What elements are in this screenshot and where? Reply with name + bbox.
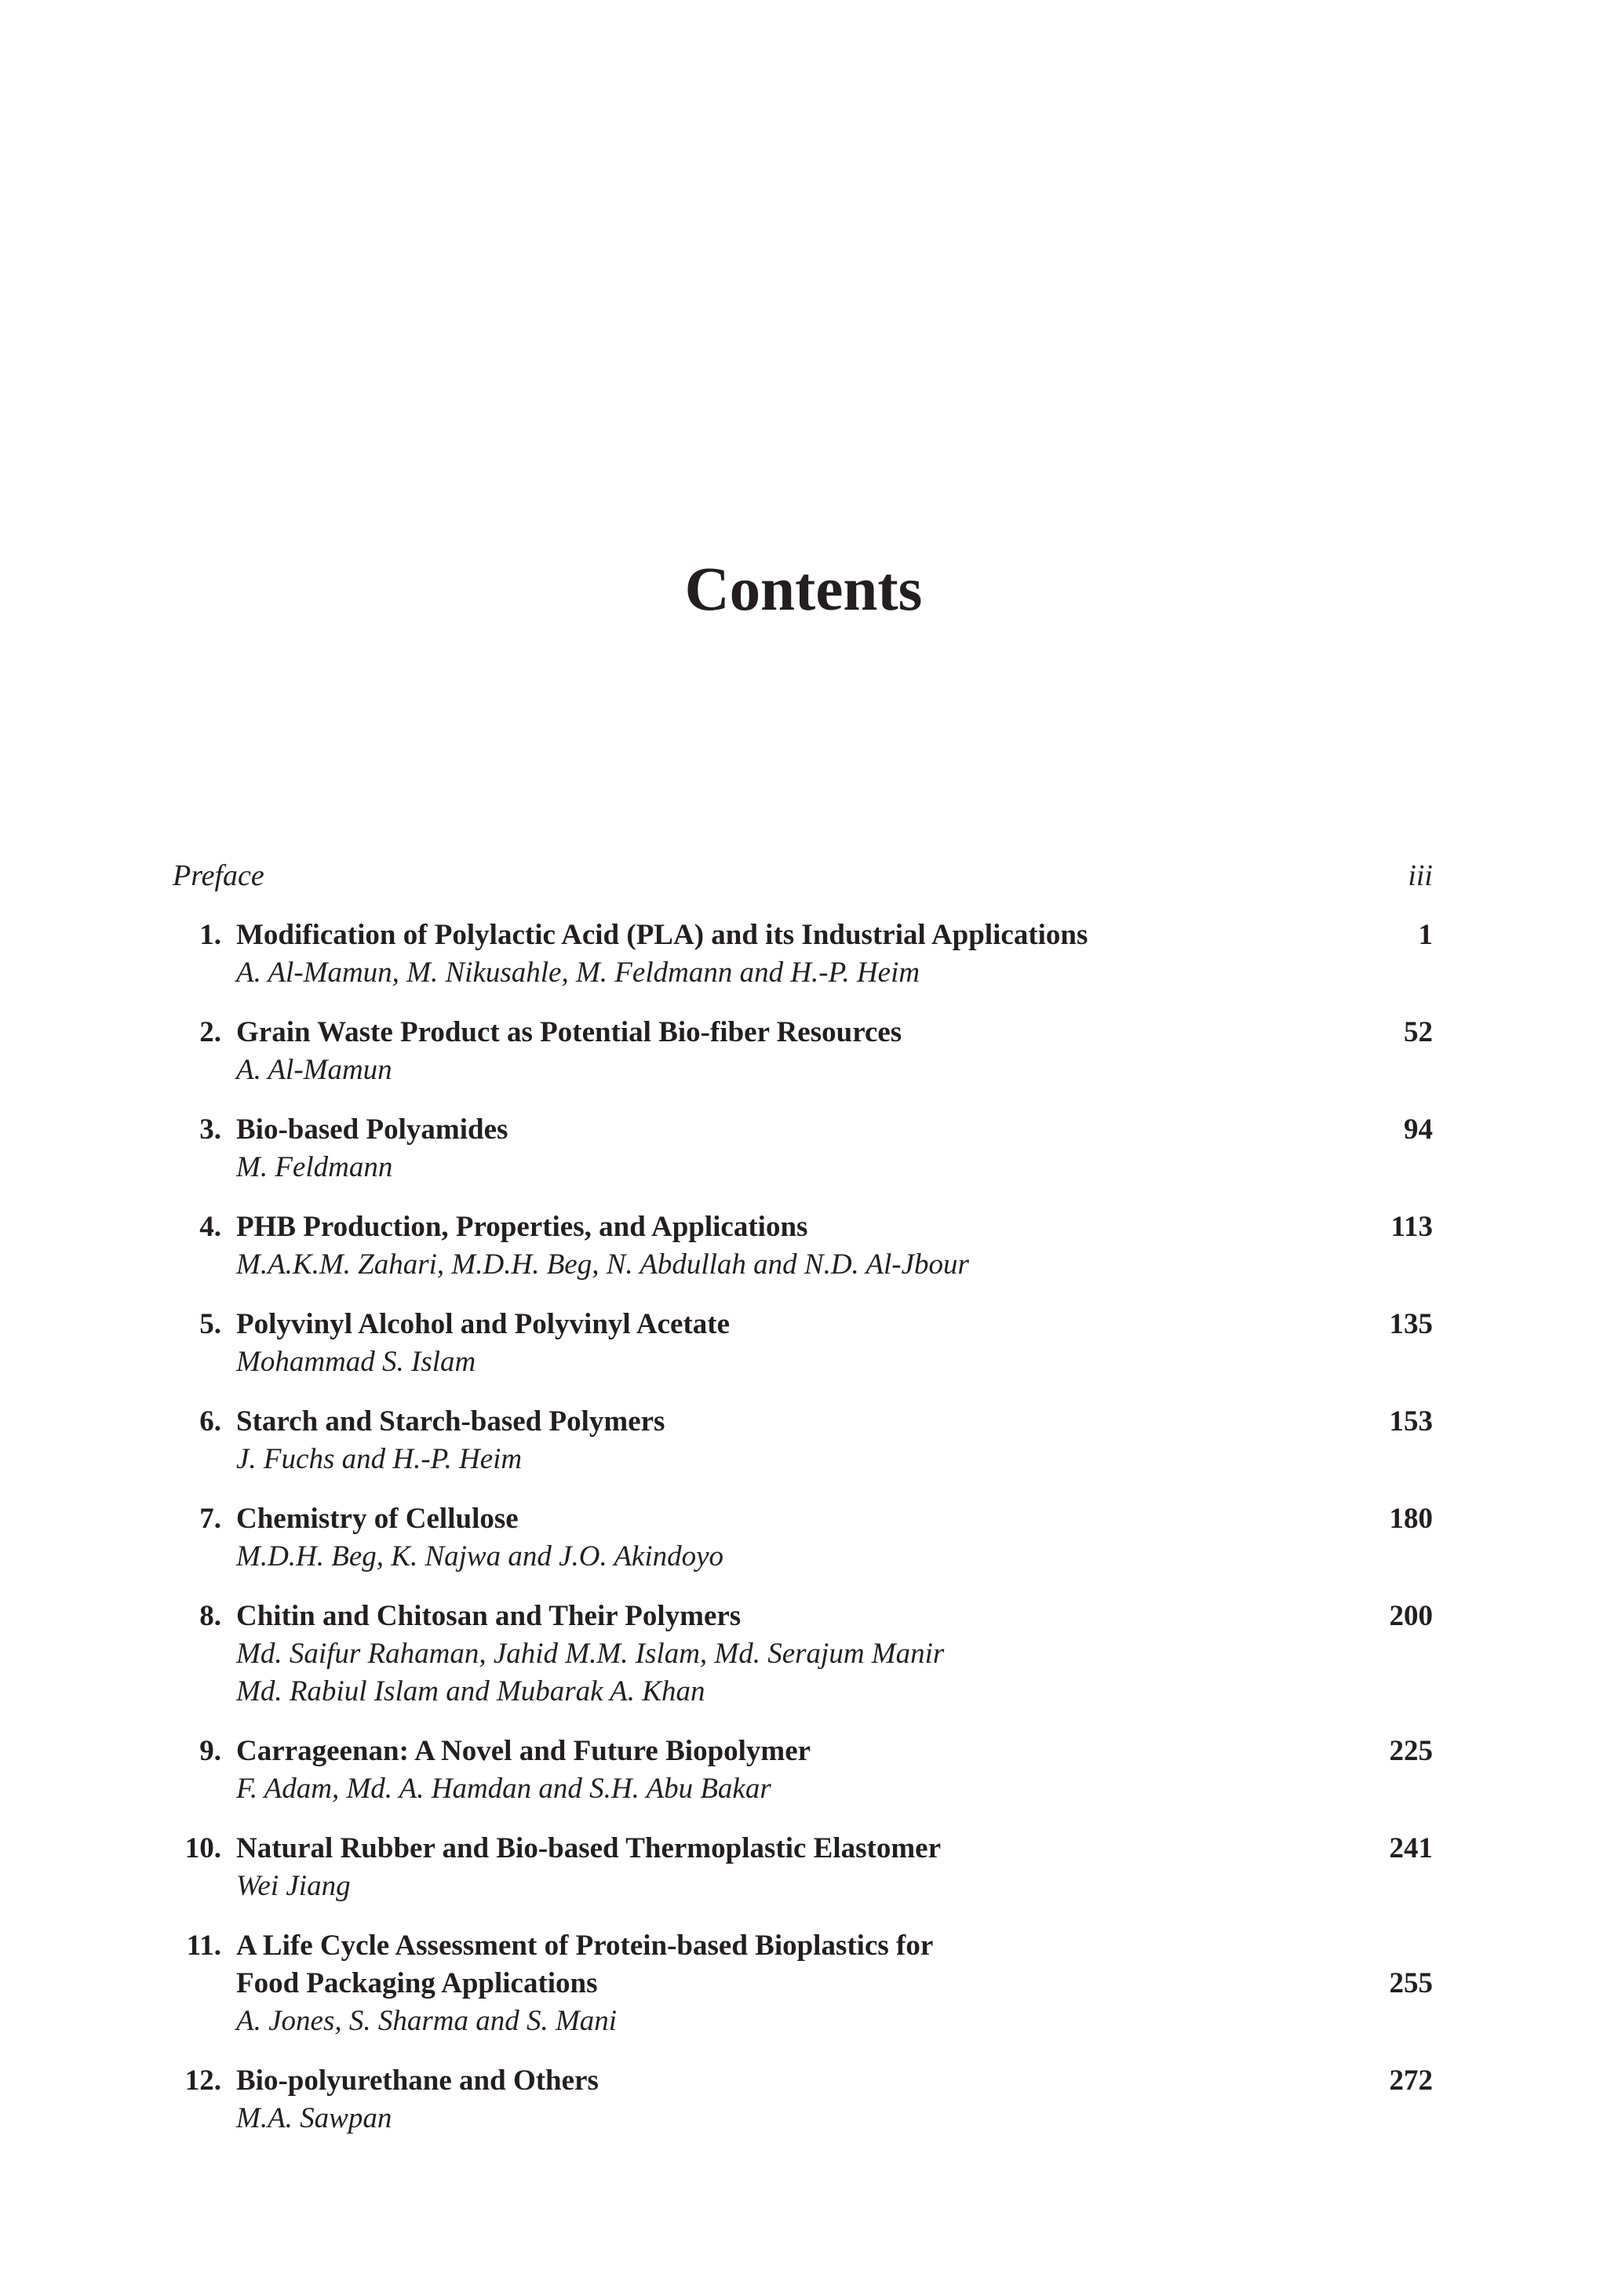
toc-entries [173,917,1433,2137]
toc-entry[interactable] [173,1598,1433,1711]
chapter-authors: M.A.K.M. Zahari, M.D.H. Beg, N. Abdullah and N.D. Al-Jbour [236,1248,969,1281]
chapter-body [236,1598,1339,1711]
chapter-page-number: 200 [1389,1600,1433,1632]
chapter-body [236,1733,1339,1808]
toc-entry[interactable] [173,1830,1433,1905]
chapter-title: Polyvinyl Alcohol and Polyvinyl Acetate [236,1308,731,1340]
chapter-page-number: 180 [1389,1503,1433,1535]
chapter-title: Starch and Starch-based Polymers [236,1405,665,1438]
chapter-authors: A. Al-Mamun, M. Nikusahle, M. Feldmann and H.-P. Heim [236,957,920,989]
chapter-page-number: 153 [1389,1405,1433,1438]
chapter-title: Modification of Polylactic Acid (PLA) and its Industrial Applications [236,919,1088,951]
toc-entry[interactable] [173,1500,1433,1576]
chapter-title: Natural Rubber and Bio-based Thermoplastic Elastomer [236,1832,941,1864]
page-title: Contents [684,556,923,624]
chapter-number: 2. [199,1016,221,1048]
chapter-authors: M. Feldmann [236,1151,393,1183]
preface-label: Preface [173,859,264,892]
chapter-title: Carrageenan: A Novel and Future Biopolymer [236,1735,811,1767]
chapter-body [236,2062,1339,2137]
chapter-authors: M.D.H. Beg, K. Najwa and J.O. Akindoyo [236,1540,724,1573]
chapter-body [236,1830,1339,1905]
toc-entry[interactable] [173,1014,1433,1089]
chapter-title: Grain Waste Product as Potential Bio-fiber Resources [236,1016,902,1048]
chapter-body [236,1403,1339,1478]
chapter-title: Food Packaging Applications [236,1967,598,1999]
chapter-title: Chitin and Chitosan and Their Polymers [236,1600,742,1632]
chapter-number: 5. [199,1308,221,1340]
chapter-number: 4. [199,1211,221,1243]
chapter-title: Bio-based Polyamides [236,1113,508,1146]
chapter-page-number: 241 [1389,1832,1433,1864]
chapter-number: 1. [199,919,221,951]
chapter-title: Bio-polyurethane and Others [236,2065,599,2097]
chapter-title: PHB Production, Properties, and Applications [236,1211,808,1243]
chapter-page-number: 135 [1389,1308,1433,1340]
toc-entry[interactable] [173,1927,1433,2040]
toc-entry[interactable] [173,1733,1433,1808]
chapter-body [236,1111,1339,1186]
chapter-authors: A. Jones, S. Sharma and S. Mani [236,2005,618,2037]
chapter-body [236,1014,1339,1089]
chapter-page-number: 272 [1389,2065,1433,2097]
chapter-number: 12. [184,2065,221,2097]
chapter-body [236,1306,1339,1381]
chapter-authors: Mohammad S. Islam [236,1346,476,1378]
toc-preface-row[interactable] [173,857,1433,895]
chapter-body [236,1208,1339,1284]
toc-entry[interactable] [173,2062,1433,2137]
chapter-body [236,1500,1339,1576]
chapter-body [236,917,1339,992]
chapter-number: 11. [186,1930,221,1962]
toc-entry[interactable] [173,1403,1433,1478]
preface-page-number: iii [1408,859,1433,892]
chapter-number: 8. [199,1600,221,1632]
chapter-number: 3. [199,1113,221,1146]
chapter-page-number: 94 [1404,1113,1433,1146]
chapter-number: 10. [184,1832,221,1864]
chapter-title: A Life Cycle Assessment of Protein-based Bioplastics for [236,1930,934,1962]
chapter-authors: Md. Rabiul Islam and Mubarak A. Khan [236,1675,705,1707]
table-of-contents [173,857,1433,2137]
toc-entry[interactable] [173,1306,1433,1381]
chapter-authors: A. Al-Mamun [236,1054,392,1086]
chapter-authors: Md. Saifur Rahaman, Jahid M.M. Islam, Md. Serajum Manir [236,1638,945,1670]
chapter-number: 7. [199,1503,221,1535]
chapter-page-number: 1 [1418,919,1433,951]
chapter-page-number: 113 [1390,1211,1433,1243]
chapter-title: Chemistry of Cellulose [236,1503,519,1535]
chapter-number: 9. [199,1735,221,1767]
chapter-authors: F. Adam, Md. A. Hamdan and S.H. Abu Bakar [236,1773,771,1805]
chapter-authors: J. Fuchs and H.-P. Heim [236,1443,523,1475]
chapter-authors: M.A. Sawpan [236,2102,392,2134]
chapter-page-number: 52 [1404,1016,1433,1048]
chapter-body [236,1927,1339,2040]
chapter-page-number: 255 [1389,1967,1433,1999]
toc-entry[interactable] [173,1111,1433,1186]
toc-entry[interactable] [173,1208,1433,1284]
chapter-authors: Wei Jiang [236,1870,351,1902]
chapter-page-number: 225 [1389,1735,1433,1767]
chapter-number: 6. [199,1405,221,1438]
toc-entry[interactable] [173,917,1433,992]
